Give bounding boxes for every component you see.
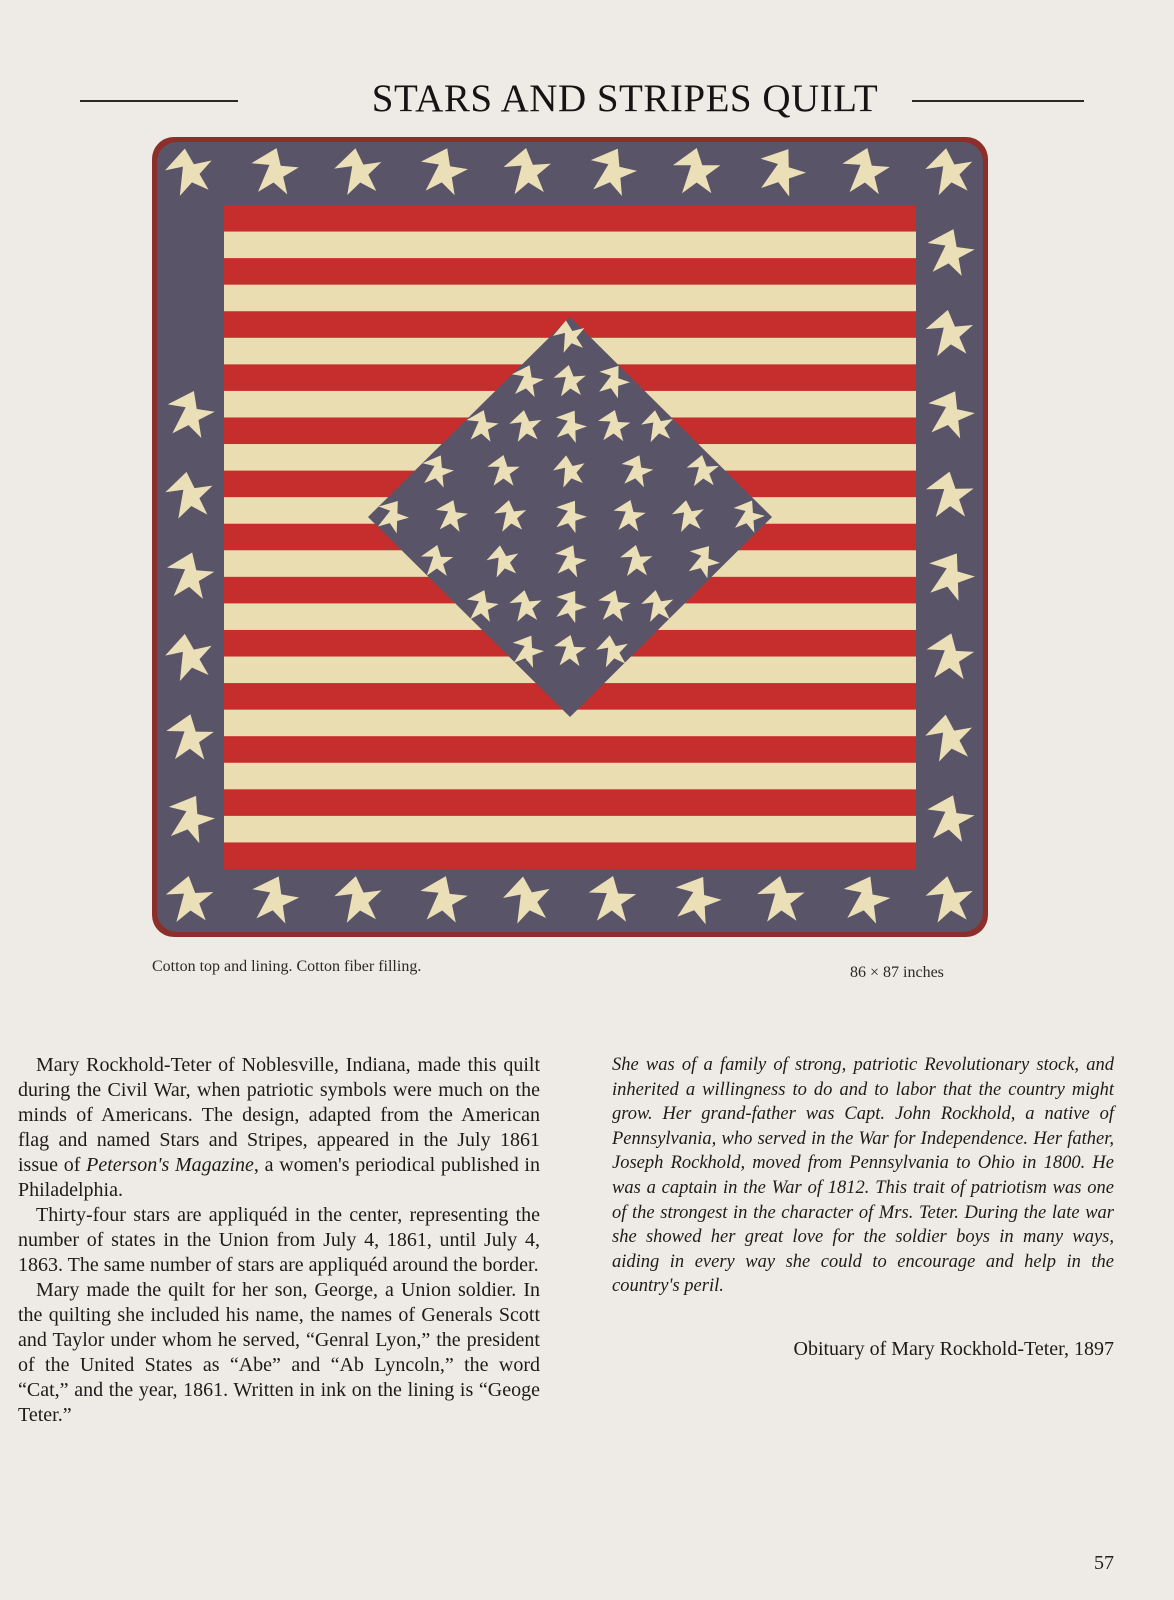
magazine-title: Peterson's Magazine xyxy=(86,1154,254,1176)
body-text: Mary Rockhold-Teter of Noblesville, Indiana, made this quilt during the Civil War, when patriotic symbols were much on the minds of Americans. The design, adapted from the American flag and named Stars and Stripes, appeared in the July 1861 issue of xyxy=(18,1054,540,1176)
title-row xyxy=(80,70,1084,130)
stripe-cream xyxy=(224,285,916,312)
body-text: , a women's periodical published in Philadelphia. xyxy=(18,1154,540,1201)
obituary-quote: She was of a family of strong, patriotic Revolutionary stock, and inherited a willingness to do and to labor that the country might grow. Her grand-father was Capt. John Rockhold, a native of Pennsylvania, who served in the War for Independence. Her father, Joseph Rockhold, moved from Pennsylvania to Ohio in 1800. He was a captain in the War of 1812. This trait of patriotism was one of the strongest in the character of Mrs. Teter. During the late war she showed her great love for the soldier boys in many ways, aiding in every way she could to encourage and help in the country's peril. xyxy=(612,1055,1114,1297)
stripe-red xyxy=(224,842,916,869)
quilt-photo xyxy=(152,137,988,937)
stripe-cream xyxy=(224,232,916,259)
quote-attribution: Obituary of Mary Rockhold-Teter, 1897 xyxy=(793,1338,1114,1360)
stripe-cream xyxy=(224,816,916,843)
body-paragraph xyxy=(18,1053,540,1203)
stripe-cream xyxy=(224,763,916,790)
stripe-red xyxy=(224,205,916,232)
stripe-red xyxy=(224,258,916,285)
body-paragraph: Mary made the quilt for her son, George, a Union soldier. In the quilting she included his name, the names of Generals Scott and Taylor under whom he served, “Genral Lyon,” the president of the United States as “Abe” and “Ab Lyncoln,” the word “Cat,” and the year, 1861. Written in ink on the lining is “Geoge Teter.” xyxy=(18,1279,540,1426)
title-rule-right xyxy=(912,100,1084,102)
body-left-column xyxy=(18,1053,540,1428)
body-paragraph: Thirty-four stars are appliquéd in the center, representing the number of states in the Union from July 4, 1861, until July 4, 1863. The same number of stars are appliquéd around the border. xyxy=(18,1204,540,1276)
page-number: 57 xyxy=(1094,1552,1114,1574)
figure-caption-dimensions: 86 × 87 inches xyxy=(850,964,944,981)
stripe-red xyxy=(224,789,916,816)
page-title: STARS AND STRIPES QUILT xyxy=(371,77,879,120)
title-rule-left xyxy=(80,100,238,102)
stripe-red xyxy=(224,736,916,763)
body-right-column xyxy=(612,1053,1114,1299)
figure-caption-materials: Cotton top and lining. Cotton fiber filling. xyxy=(152,958,422,975)
